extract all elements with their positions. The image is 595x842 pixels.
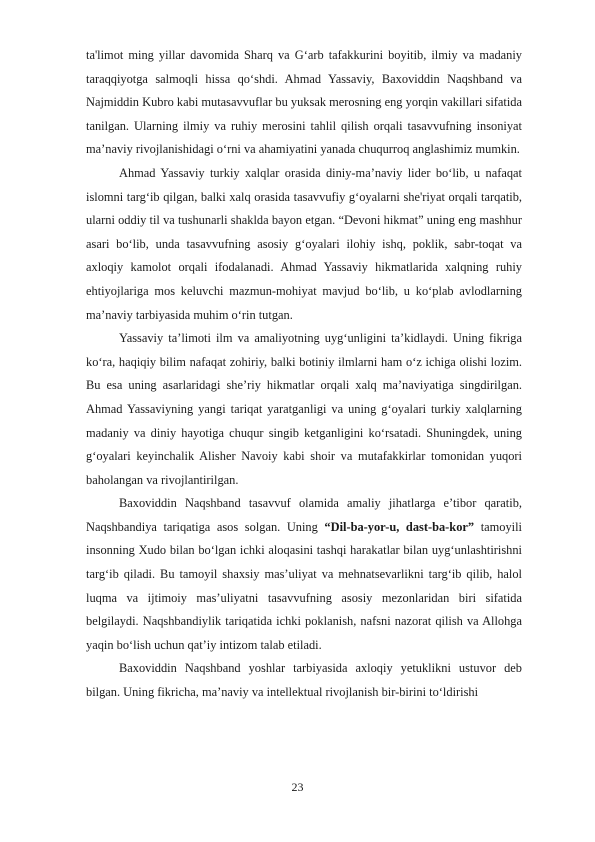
paragraph-intro-continuation: ta'limot ming yillar davomida Sharq va G‘arb tafakkurini boyitib, ilmiy va madaniy taraqqiyotga salmoqli hissa qo‘shdi. Ahmad Yassaviy, Baxoviddin Naqshband va Najmiddin Kubro kabi mutasavvuflar bu yuksak merosning eng yorqin vakillari sifatida tanilgan. Ularning ilmiy va ruhiy merosini tahlil qilish orqali tasavvufning insoniyat ma’naviy rivojlanishidagi o‘rni va ahamiyatini yanada chuqurroq anglashimiz mumkin.: [86, 48, 522, 157]
paragraph-text-before-principle: Baxoviddin Naqshband tasavvuf olamida amaliy jihatlarga e’tibor qaratib, Naqshbandiya tariqatiga asos solgan. Uning: [86, 496, 522, 534]
paragraph-ahmad-yassaviy: Ahmad Yassaviy turkiy xalqlar orasida diniy-ma’naviy lider bo‘lib, u nafaqat islomni targ‘ib qilgan, balki xalq orasida tasavvufiy g‘oyalarni she'riyat orqali tarqatib, ularni oddiy til va tushunarli shaklda bayon etgan. “Devoni hikmat” uning eng mashhur asari bo‘lib, unda tasavvufning asosiy g‘oyalari ilohiy ishq, poklik, sabr-toqat va axloqiy kamolot orqali ifodalanadi. Ahmad Yassaviy hikmatlarida xalqning ruhiy ehtiyojlariga mos keluvchi mazmun-mohiyat mavjud bo‘lib, u ko‘plab avlodlarning ma’naviy tarbiyasida muhim o‘rin tutgan.: [86, 165, 522, 322]
paragraph-baxoviddin-naqshband: [86, 492, 522, 657]
principle-quote: “Dil-ba-yor-u, dast-ba-kor”: [324, 519, 475, 534]
paragraph-youth-education: Baxoviddin Naqshband yoshlar tarbiyasida axloqiy yetuklikni ustuvor deb bilgan. Uning fikricha, ma’naviy va intellektual rivojlanish bir-birini to‘ldirishi: [86, 661, 522, 700]
paragraph-text-after-principle: tamoyili insonning Xudo bilan bo‘lgan ichki aloqasini tashqi harakatlar bilan uyg‘unlashtirishni targ‘ib qiladi. Bu tamoyil shaxsiy mas’uliyat va mehnatsevarlikni targ‘ib qilib, halol luqma va ijtimoiy mas’uliyatni tasavvufning asosiy mezonlaridan biri sifatida belgilaydi. Naqshbandiylik tariqatida ichki poklanish, nafsni nazorat qilish va Allohga yaqin bo‘lish uchun qat’iy intizom talab etiladi.: [86, 519, 522, 652]
paragraph-yassaviy-teaching: Yassaviy ta’limoti ilm va amaliyotning uyg‘unligini ta’kidlaydi. Uning fikriga ko‘ra, haqiqiy bilim nafaqat zohiriy, balki botiniy ilmlarni ham o‘z ichiga olishi lozim. Bu esa uning asarlaridagi she’riy hikmatlar orqali xalq ma’naviyatiga singdirilgan. Ahmad Yassaviyning yangi tariqat yaratganligi va uning g‘oyalari turkiy xalqlarning madaniy va diniy hayotiga chuqur singib ketganligini ko‘rsatadi. Shuningdek, uning g‘oyalari keyinchalik Alisher Navoiy kabi shoir va mutafakkirlar tomonidan yuqori baholangan va rivojlantirilgan.: [86, 331, 522, 487]
document-page: [86, 44, 522, 705]
page-number: 23: [291, 780, 304, 794]
